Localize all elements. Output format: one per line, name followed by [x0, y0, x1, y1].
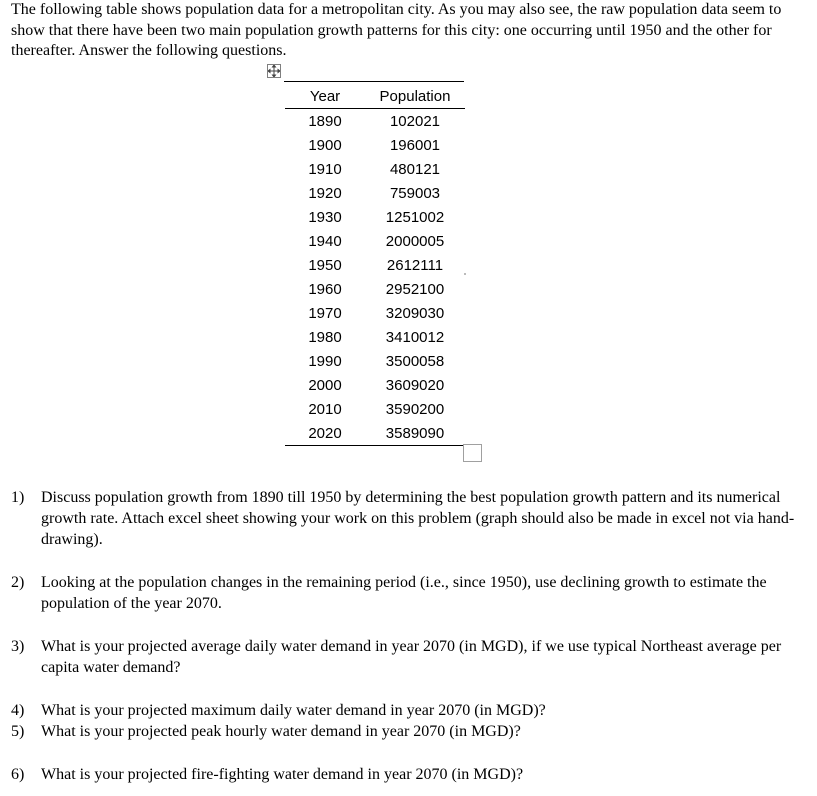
population-cell: 2000005 — [385, 232, 445, 250]
question-item — [11, 636, 801, 678]
year-cell: 1990 — [308, 352, 342, 370]
question-text: What is your projected fire-fighting water demand in year 2070 (in MGD)? — [41, 766, 524, 783]
question-text: Discuss population growth from 1890 till 1950 by determining the best population growth pattern and its numerical growth rate. Attach excel sheet showing your work on this problem (graph should also be made in excel not via hand-drawing). — [41, 489, 795, 548]
year-cell: 1930 — [308, 208, 342, 226]
question-item — [11, 572, 801, 614]
year-cell: 2020 — [308, 424, 342, 442]
table-row — [285, 205, 465, 229]
stray-mark — [464, 273, 466, 275]
population-cell: 102021 — [389, 112, 441, 130]
question-number: 3) — [11, 638, 25, 655]
population-cell: 3609020 — [385, 376, 445, 394]
population-cell: 1251002 — [385, 208, 445, 226]
population-cell: 3589090 — [385, 424, 445, 442]
table-resize-handle[interactable] — [463, 444, 482, 462]
population-cell: 480121 — [389, 160, 441, 178]
table-row — [285, 277, 465, 301]
population-table — [285, 84, 465, 446]
header-population: Population — [379, 87, 451, 105]
table-row — [285, 301, 465, 325]
year-cell: 1900 — [308, 136, 342, 154]
table-row — [285, 325, 465, 349]
question-item — [11, 700, 801, 721]
population-cell: 759003 — [389, 184, 441, 202]
question-text: What is your projected maximum daily water demand in year 2070 (in MGD)? — [41, 702, 546, 719]
year-cell: 1940 — [308, 232, 342, 250]
table-row — [285, 349, 465, 373]
table-move-handle-icon[interactable] — [267, 64, 281, 78]
population-cell: 2612111 — [386, 256, 444, 274]
table-row — [285, 253, 465, 277]
question-number: 5) — [11, 723, 25, 740]
question-item — [11, 721, 801, 742]
question-number: 1) — [11, 489, 25, 506]
population-cell: 3500058 — [385, 352, 445, 370]
population-cell: 3209030 — [385, 304, 445, 322]
intro-paragraph: The following table shows population data for a metropolitan city. As you may also see, the raw population data seem to show that there have been two main population growth patterns for this city: one occurring until 1950 and the other for thereafter. Answer the following questions. — [11, 1, 782, 59]
year-cell: 1950 — [308, 256, 342, 274]
year-cell: 1970 — [308, 304, 342, 322]
population-cell: 2952100 — [385, 280, 445, 298]
question-text: What is your projected peak hourly water demand in year 2070 (in MGD)? — [41, 723, 521, 740]
question-number: 4) — [11, 702, 25, 719]
year-cell: 1910 — [308, 160, 342, 178]
table-row — [285, 109, 465, 133]
question-item — [11, 764, 801, 785]
population-cell: 196001 — [389, 136, 441, 154]
year-cell: 2000 — [308, 376, 342, 394]
year-cell: 1960 — [308, 280, 342, 298]
table-top-border — [284, 81, 464, 82]
table-row — [285, 421, 465, 446]
header-year: Year — [309, 87, 341, 105]
table-header-row — [285, 84, 465, 109]
table-row — [285, 397, 465, 421]
table-row — [285, 229, 465, 253]
table-row — [285, 181, 465, 205]
question-text: Looking at the population changes in the remaining period (i.e., since 1950), use declining growth to estimate the population of the year 2070. — [41, 574, 767, 612]
year-cell: 2010 — [308, 400, 342, 418]
table-row — [285, 133, 465, 157]
year-cell: 1920 — [308, 184, 342, 202]
question-item — [11, 487, 801, 550]
table-row — [285, 157, 465, 181]
population-cell: 3590200 — [385, 400, 445, 418]
year-cell: 1890 — [308, 112, 342, 130]
question-number: 2) — [11, 574, 25, 591]
population-cell: 3410012 — [385, 328, 445, 346]
year-cell: 1980 — [308, 328, 342, 346]
table-row — [285, 373, 465, 397]
question-list — [11, 487, 801, 785]
question-text: What is your projected average daily water demand in year 2070 (in MGD), if we use typical Northeast average per capita water demand? — [41, 638, 782, 676]
question-number: 6) — [11, 766, 25, 783]
